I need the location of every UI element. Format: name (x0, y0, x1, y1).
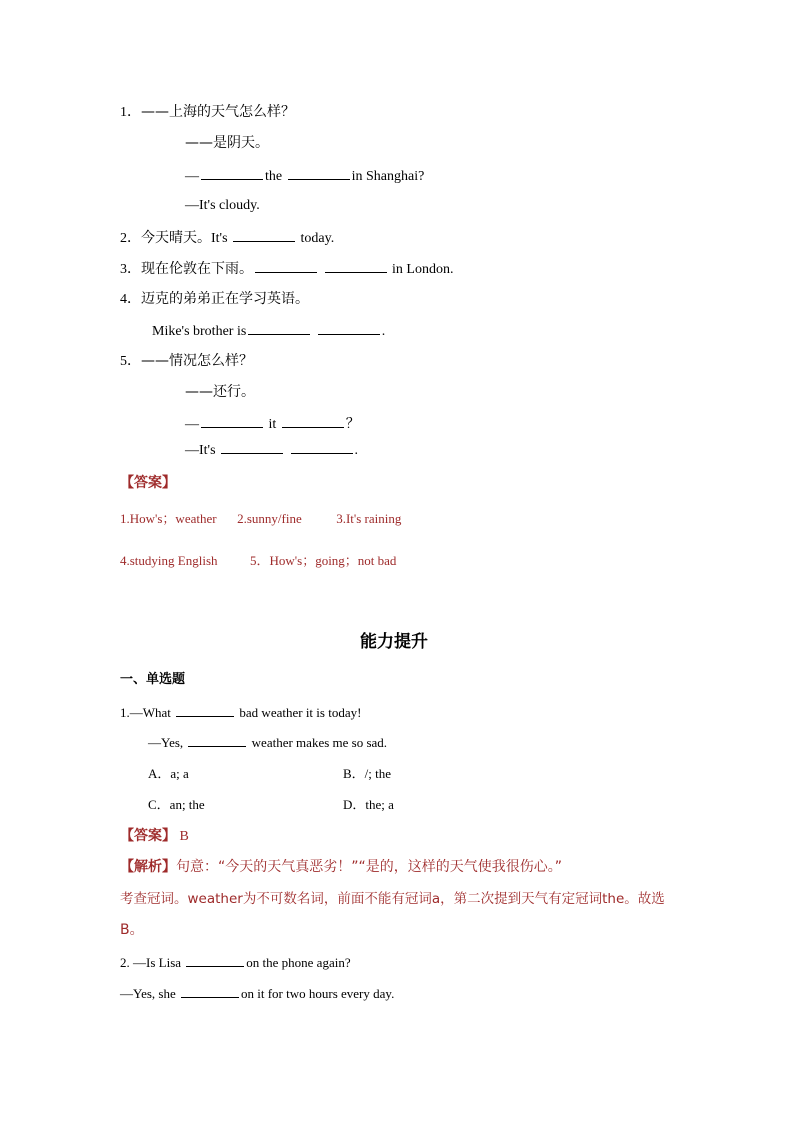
mc1-stem2-post: weather makes me so sad. (251, 735, 388, 750)
mc1-option-d[interactable]: D．the; a (343, 797, 394, 812)
q3-cn: 现在伦敦在下雨。 (141, 261, 253, 277)
blank[interactable] (318, 320, 380, 335)
section-title: 能力提升 (360, 632, 428, 652)
answer-5: 5．How's；going；not bad (250, 553, 397, 568)
q5-en-answer-pre: —It's (185, 443, 216, 458)
answer-1: 1.How's；weather (120, 511, 217, 526)
answer-2: 2.sunny/fine (237, 511, 302, 526)
mc2-stem-post: on the phone again? (246, 955, 351, 970)
blank[interactable] (176, 702, 234, 717)
mc1-stem-pre: 1.—What (120, 705, 171, 720)
blank[interactable] (186, 952, 244, 967)
section-subtitle: 一、单选题 (120, 672, 186, 687)
blank[interactable] (291, 439, 353, 454)
q5-en-answer (185, 439, 358, 461)
q1-cn-answer: ——是阴天。 (185, 135, 269, 151)
q5-en-answer-post: . (354, 443, 359, 458)
q2 (120, 227, 334, 249)
blank[interactable] (325, 258, 387, 273)
q1-cn-question-text: ——上海的天气怎么样？ (141, 104, 295, 120)
mc1-analysis-1 (120, 857, 562, 878)
q2-en-pre: It's (211, 231, 228, 246)
q1-en-question (185, 165, 424, 187)
q2-en-post: today. (300, 231, 335, 246)
blank[interactable] (248, 320, 310, 335)
mc1-stem (120, 702, 361, 723)
q5-cn-answer: ——还行。 (185, 384, 255, 400)
q4-en (152, 320, 385, 342)
blank[interactable] (188, 732, 246, 747)
q4-en-pre: Mike's brother is (152, 324, 247, 339)
mc2-stem2 (120, 983, 394, 1004)
blank[interactable] (288, 165, 350, 180)
mc1-option-a[interactable]: A．a; a (148, 766, 189, 781)
q3 (120, 258, 453, 280)
mc1-analysis-2: 考查冠词。weather为不可数名词，前面不能有冠词a，第二次提到天气有定冠词the。故选 (120, 891, 665, 907)
mc1-stem-post: bad weather it is today! (239, 705, 362, 720)
mc1-stem2-pre: —Yes, (148, 735, 184, 750)
mc1-analysis-3: B。 (120, 922, 144, 938)
q5-en-end: ？ (345, 416, 360, 432)
blank[interactable] (201, 413, 263, 428)
q1-dash: — (185, 169, 199, 184)
q4-cn (120, 289, 309, 310)
q1-en-mid: the (265, 169, 283, 184)
blank[interactable] (233, 227, 295, 242)
blank[interactable] (282, 413, 344, 428)
mc1-analysis-label: 【解析】 (120, 859, 176, 875)
q3-number: 3． (120, 262, 141, 277)
q5-cn-question-text: ——情况怎么样？ (141, 353, 253, 369)
q5-number: 5． (120, 354, 141, 369)
blank[interactable] (201, 165, 263, 180)
blank[interactable] (221, 439, 283, 454)
mc2-stem-pre: 2. —Is Lisa (120, 955, 182, 970)
answer-line-1 (120, 509, 401, 529)
q2-number: 2． (120, 231, 141, 246)
mc1-option-b[interactable]: B．/; the (343, 766, 392, 781)
q1-number: 1． (120, 105, 141, 120)
mc1-stem2 (148, 732, 387, 753)
q5-en-question (185, 413, 360, 435)
mc2-stem (120, 952, 351, 973)
mc1-analysis-text-1: 句意：“今天的天气真恶劣！”“是的，这样的天气使我很伤心。” (176, 859, 563, 875)
q1-en-end: in Shanghai? (351, 169, 425, 184)
answer-line-2 (120, 551, 396, 571)
mc1-answer (120, 826, 189, 847)
answer-4: 4.studying English (120, 553, 218, 568)
q4-cn-text: 迈克的弟弟正在学习英语。 (141, 291, 309, 307)
q1-en-answer: —It's cloudy. (185, 198, 260, 213)
q1-cn-question (120, 102, 295, 123)
mc1-option-c[interactable]: C．an; the (148, 797, 205, 812)
blank[interactable] (181, 983, 239, 998)
q5-en-mid: it (268, 417, 277, 432)
mc1-answer-value: B (179, 829, 189, 844)
blank[interactable] (255, 258, 317, 273)
q5-cn-question (120, 351, 253, 372)
mc2-stem2-post: on it for two hours every day. (241, 986, 395, 1001)
mc1-answer-label: 【答案】 (120, 828, 176, 844)
q2-cn: 今天晴天。 (141, 230, 211, 246)
q4-en-post: . (381, 324, 386, 339)
q3-en-post: in London. (392, 262, 454, 277)
answer-3: 3.It's raining (336, 511, 402, 526)
mc2-stem2-pre: —Yes, she (120, 986, 176, 1001)
q4-number: 4． (120, 292, 141, 307)
answer-label: 【答案】 (120, 475, 176, 491)
q5-dash: — (185, 417, 199, 432)
